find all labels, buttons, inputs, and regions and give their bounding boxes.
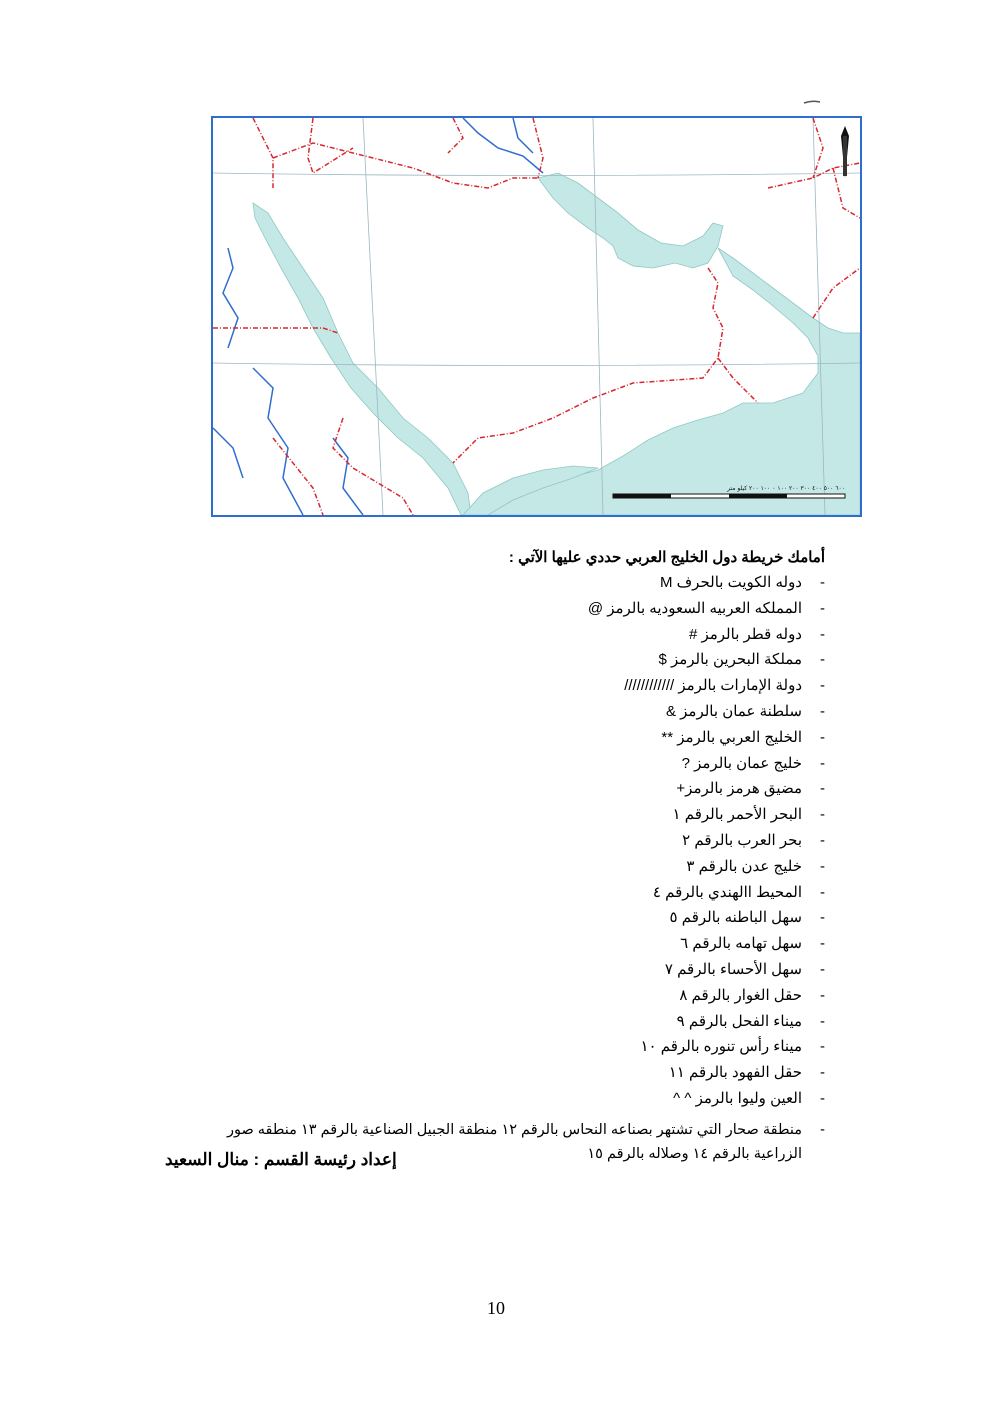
worksheet-heading: أمامك خريطة دول الخليج العربي حددي عليها الآتي : — [508, 549, 825, 566]
task-item — [160, 957, 825, 983]
task-item — [160, 776, 825, 802]
task-item — [160, 1034, 825, 1060]
bullet-dash: - — [820, 909, 825, 927]
bullet-dash: - — [820, 831, 825, 849]
task-item — [160, 673, 825, 699]
task-item — [160, 880, 825, 906]
page-number: 10 — [487, 1298, 505, 1318]
persian-gulf — [538, 173, 723, 268]
task-item-regions-line2: الزراعية بالرقم ١٤ وصلاله بالرقم ١٥ — [587, 1145, 802, 1162]
task-item-text: خليج عمان بالرمز ? — [681, 754, 802, 772]
task-item-text: الخليج العربي بالرمز ** — [661, 728, 802, 746]
gulf-states-map — [211, 116, 862, 517]
bullet-dash: - — [820, 780, 825, 798]
task-item-text: سهل الباطنه بالرقم ٥ — [669, 909, 802, 927]
sea-areas — [253, 173, 860, 515]
task-item-text: سهل الأحساء بالرقم ٧ — [664, 960, 802, 978]
worksheet — [160, 548, 825, 1166]
task-item — [160, 1086, 825, 1112]
north-arrow-icon — [841, 126, 849, 178]
task-item-text: حقل الغوار بالرقم ٨ — [679, 986, 802, 1004]
task-item-regions-line1: منطقة صحار التي تشتهر بصناعه النحاس بالرقم ١٢ منطقة الجبيل الصناعية بالرقم ١٣ منطقه صور — [226, 1121, 802, 1138]
bullet-dash: - — [820, 574, 825, 591]
bullet-dash: - — [820, 1038, 825, 1056]
task-item-text: دوله الكويت بالحرف M — [659, 574, 802, 591]
task-item-text: خليج عدن بالرقم ٣ — [686, 857, 802, 875]
task-item — [160, 647, 825, 673]
bullet-dash: - — [820, 702, 825, 720]
task-item — [160, 751, 825, 777]
author-credit: إعداد رئيسة القسم : منال السعيد — [165, 1150, 397, 1169]
bullet-dash: - — [820, 1121, 825, 1138]
task-item — [160, 596, 825, 622]
rivers — [213, 118, 543, 515]
bullet-dash: - — [820, 857, 825, 875]
task-item-text: بحر العرب بالرقم ٢ — [682, 831, 802, 849]
task-item — [160, 699, 825, 725]
task-item — [160, 622, 825, 648]
task-item-text: المملكه العربيه السعوديه بالرمز @ — [587, 599, 802, 617]
task-item-text: مملكة البحرين بالرمز $ — [658, 651, 802, 669]
scale-labels: ٦٠٠ ٥٠٠ ٤٠٠ ٣٠٠ ٢٠٠ ١٠٠ ٠ ١٠٠ ٢٠٠ كيلو متر — [727, 485, 845, 492]
bullet-dash: - — [820, 728, 825, 746]
task-item-text: دوله قطر بالرمز # — [688, 625, 802, 643]
task-item-text: سهل تهامه بالرقم ٦ — [680, 935, 802, 953]
bullet-dash: - — [820, 935, 825, 953]
task-item — [160, 854, 825, 880]
map-corner-mark — [803, 100, 821, 104]
task-item-text: سلطنة عمان بالرمز & — [665, 702, 802, 720]
task-item — [160, 1009, 825, 1035]
task-item-text: ميناء الفحل بالرقم ٩ — [676, 1012, 802, 1030]
task-item — [160, 802, 825, 828]
task-item-text: البحر الأحمر بالرقم ١ — [672, 806, 802, 824]
task-item-text: مضيق هرمز بالرمز+ — [676, 780, 802, 798]
task-item-text: المحيط االهندي بالرقم ٤ — [652, 883, 802, 901]
bullet-dash: - — [820, 651, 825, 669]
task-list — [160, 570, 825, 1112]
task-item — [160, 905, 825, 931]
task-item-text: حقل الفهود بالرقم ١١ — [668, 1064, 802, 1082]
task-item-text: العين وليوا بالرمز ^ ^ — [673, 1089, 802, 1107]
bullet-dash: - — [820, 1064, 825, 1082]
bullet-dash: - — [820, 883, 825, 901]
bullet-dash: - — [820, 677, 825, 695]
task-item — [160, 725, 825, 751]
bullet-dash: - — [820, 625, 825, 643]
bullet-dash: - — [820, 960, 825, 978]
bullet-dash: - — [820, 986, 825, 1004]
bullet-dash: - — [820, 754, 825, 772]
bullet-dash: - — [820, 806, 825, 824]
red-sea — [253, 203, 471, 515]
task-item — [160, 1060, 825, 1086]
bullet-dash: - — [820, 1089, 825, 1107]
task-item — [160, 828, 825, 854]
bullet-dash: - — [820, 1012, 825, 1030]
task-item — [160, 931, 825, 957]
task-item — [160, 983, 825, 1009]
task-item-text: ميناء رأس تنوره بالرقم ١٠ — [640, 1038, 802, 1056]
task-item-text: دولة الإمارات بالرمز //////////// — [624, 677, 802, 695]
task-item — [160, 570, 825, 596]
bullet-dash: - — [820, 599, 825, 617]
